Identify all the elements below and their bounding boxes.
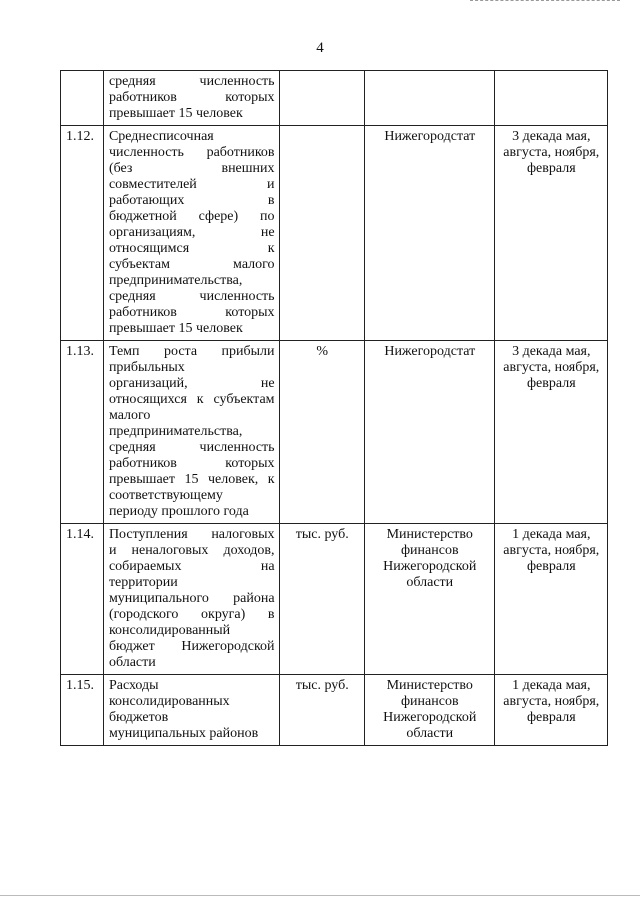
table-row xyxy=(61,341,608,524)
description-line: бюджетов xyxy=(108,710,169,725)
description-line: предпринимательства, xyxy=(108,273,243,288)
description-line: (без внешних xyxy=(108,161,275,176)
data-source: Нижегородстат xyxy=(364,126,494,341)
description-line: консолидированный xyxy=(108,623,231,638)
row-number: 1.15. xyxy=(61,675,104,746)
description-line: бюджетной сфере) по xyxy=(108,209,275,224)
row-number: 1.14. xyxy=(61,524,104,675)
table-body xyxy=(61,71,608,746)
description-line: превышает 15 человек xyxy=(108,321,243,336)
description-line: организаций, не xyxy=(108,376,275,391)
submission-period: 1 декада мая, августа, ноября, февраля xyxy=(494,675,607,746)
description-line: средняя численность xyxy=(108,440,275,455)
unit-of-measure: % xyxy=(279,341,364,524)
description-line: и неналоговых доходов, xyxy=(108,543,275,558)
data-source: Министерство финансов Нижегородской области xyxy=(364,524,494,675)
data-source: Министерство финансов Нижегородской области xyxy=(364,675,494,746)
row-number xyxy=(61,71,104,126)
description-line: соответствующему xyxy=(108,488,223,503)
description-line: Расходы xyxy=(108,678,159,693)
data-source: Нижегородстат xyxy=(364,341,494,524)
description-line: средняя численность xyxy=(108,289,275,304)
submission-period xyxy=(494,71,607,126)
description-line: предпринимательства, xyxy=(108,424,243,439)
description-line: прибыльных xyxy=(108,360,185,375)
submission-period: 3 декада мая, августа, ноября, февраля xyxy=(494,341,607,524)
description-line: территории xyxy=(108,575,178,590)
unit-of-measure xyxy=(279,71,364,126)
description-line: совместителей и xyxy=(108,177,275,192)
description-line: работников которых xyxy=(108,90,275,105)
description-line: работающих в xyxy=(108,193,275,208)
description-line: малого xyxy=(108,408,151,423)
page-number: 4 xyxy=(316,40,324,56)
description-line: превышает 15 человек xyxy=(108,106,243,121)
description-line: работников которых xyxy=(108,456,275,471)
indicators-table xyxy=(60,70,608,746)
scan-artifact-top xyxy=(470,0,620,2)
unit-of-measure: тыс. руб. xyxy=(279,524,364,675)
submission-period: 1 декада мая, августа, ноября, февраля xyxy=(494,524,607,675)
description-line: муниципального района xyxy=(108,591,275,606)
description-line: численность работников xyxy=(108,145,275,160)
table-row xyxy=(61,524,608,675)
table-row xyxy=(61,675,608,746)
description-line: организациям, не xyxy=(108,225,275,240)
submission-period: 3 декада мая, августа, ноября, февраля xyxy=(494,126,607,341)
row-number: 1.13. xyxy=(61,341,104,524)
description-line: области xyxy=(108,655,156,670)
description-line: относящимся к xyxy=(108,241,275,256)
indicator-description xyxy=(103,341,279,524)
description-line: Темп роста прибыли xyxy=(108,344,275,359)
table-row xyxy=(61,126,608,341)
description-line: бюджет Нижегородской xyxy=(108,639,275,654)
data-source xyxy=(364,71,494,126)
indicator-description xyxy=(103,675,279,746)
indicator-description xyxy=(103,524,279,675)
description-line: субъектам малого xyxy=(108,257,275,272)
row-number: 1.12. xyxy=(61,126,104,341)
description-line: консолидированных xyxy=(108,694,230,709)
description-line: средняя численность xyxy=(108,74,275,89)
description-line: работников которых xyxy=(108,305,275,320)
unit-of-measure xyxy=(279,126,364,341)
description-line: собираемых на xyxy=(108,559,275,574)
description-line: превышает 15 человек, к xyxy=(108,472,275,487)
description-line: периоду прошлого года xyxy=(108,504,249,519)
scan-artifact-bottom xyxy=(0,895,640,897)
table-row xyxy=(61,71,608,126)
description-line: Поступления налоговых xyxy=(108,527,275,542)
description-line: (городского округа) в xyxy=(108,607,275,622)
indicator-description xyxy=(103,71,279,126)
unit-of-measure: тыс. руб. xyxy=(279,675,364,746)
description-line: относящихся к субъектам xyxy=(108,392,275,407)
description-line: муниципальных районов xyxy=(108,726,259,741)
indicator-description xyxy=(103,126,279,341)
description-line: Среднесписочная xyxy=(108,129,214,144)
